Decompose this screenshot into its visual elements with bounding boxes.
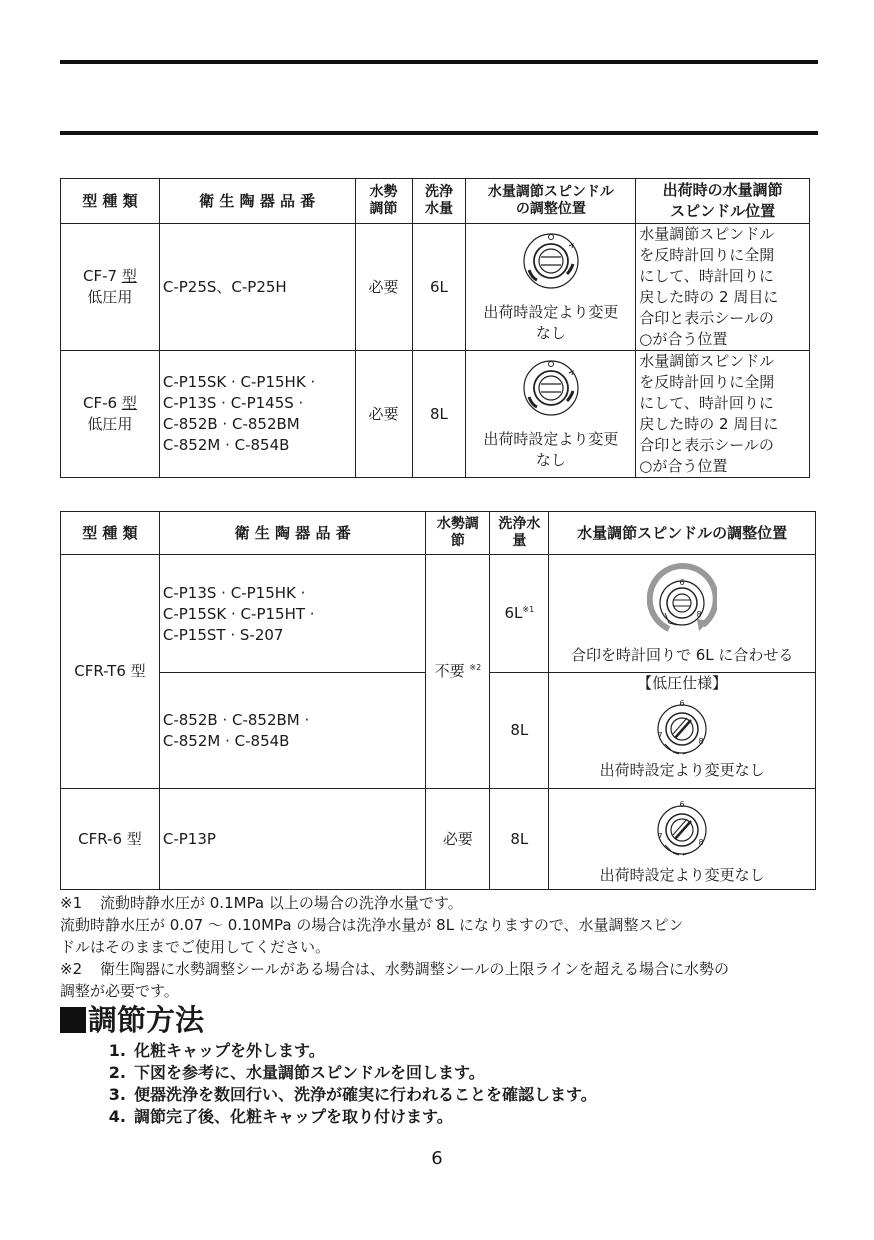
dial-mark-7: 7 — [657, 731, 663, 740]
table-row — [61, 789, 816, 890]
square-bullet-icon — [60, 1007, 86, 1033]
type-subtitle: 低圧用 — [87, 288, 133, 306]
spindle-cell — [549, 673, 816, 789]
footnote-text: 調整が必要です。 — [60, 982, 179, 1000]
dial-mark-8: 8 — [698, 737, 704, 746]
flow-adjust-cell: 必要 — [426, 789, 490, 890]
cfr-spec-table — [60, 511, 816, 890]
spindle-caption: 出荷時設定より変更なし — [599, 866, 765, 884]
top-rule — [60, 60, 818, 64]
table-row — [61, 224, 810, 351]
list-item — [96, 1040, 597, 1062]
section-title: 調節方法 — [88, 1003, 205, 1037]
step-text: 調節完了後、化粧キャップを取り付けます。 — [134, 1107, 453, 1126]
dial-mark-6: 6 — [679, 578, 685, 587]
header-flow-adjust: 水勢調 節 — [426, 512, 490, 555]
footnote-mark: ※1 — [60, 894, 83, 912]
header-type: 型 種 類 — [61, 512, 160, 555]
header-part-number: 衛 生 陶 器 品 番 — [159, 179, 355, 224]
list-item — [96, 1062, 597, 1084]
step-number: 1. — [108, 1041, 126, 1060]
spindle-caption: 出荷時設定より変更なし — [599, 761, 765, 779]
step-number: 2. — [108, 1063, 126, 1082]
flush-volume-cell: 8L — [490, 673, 549, 789]
spindle-caption: 出荷時設定より変更 なし — [483, 303, 619, 342]
step-number: 4. — [108, 1107, 126, 1126]
table-header-row — [61, 179, 810, 224]
footnote-text: 流動時静水圧が 0.07 ～ 0.10MPa の場合は洗浄水量が 8L になりますので、水量調整スピン — [60, 916, 684, 934]
spindle-cell — [466, 224, 636, 351]
header-factory-position: 出荷時の水量調節 スピンドル位置 — [636, 179, 810, 224]
part-number-cell: C-P13P — [159, 789, 426, 890]
flush-volume-cell — [490, 555, 549, 673]
flush-volume-cell: 6L — [412, 224, 466, 351]
footnotes — [60, 892, 820, 1002]
header-flow-adjust: 水勢 調節 — [355, 179, 412, 224]
type-name: CF-6 — [83, 394, 122, 412]
spindle-cell — [466, 351, 636, 478]
footnote-text: 流動時静水圧が 0.1MPa 以上の場合の洗浄水量です。 — [100, 894, 463, 912]
spindle-caption: 出荷時設定より変更 なし — [483, 430, 619, 469]
part-number-cell: C-P15SK · C-P15HK · C-P13S · C-P145S · C-852B · C-852BM C-852M · C-854B — [159, 351, 355, 478]
dial-mark-8: 8 — [698, 838, 704, 847]
footnote-ref: ※2 — [469, 663, 482, 672]
list-item — [96, 1106, 597, 1128]
header-flush-volume: 洗浄水 量 — [490, 512, 549, 555]
table-row — [61, 351, 810, 478]
spindle-caption: 合印を時計回りで 6L に合わせる — [570, 646, 794, 664]
flow-adjust-cell: 必要 — [355, 224, 412, 351]
spindle-cell — [549, 789, 816, 890]
header-rule — [60, 131, 818, 135]
steps-list — [96, 1040, 597, 1128]
table-row — [61, 555, 816, 673]
list-item — [96, 1084, 597, 1106]
header-type: 型 種 類 — [61, 179, 160, 224]
step-text: 化粧キャップを外します。 — [134, 1041, 325, 1060]
flush-volume-cell: 8L — [412, 351, 466, 478]
dial-mark-8: 8 — [696, 610, 702, 619]
dial-mark-6: 6 — [679, 800, 685, 809]
step-text: 下図を参考に、水量調節スピンドルを回します。 — [134, 1063, 485, 1082]
spindle-dial-arrow-icon — [647, 557, 717, 645]
spindle-dial-icon — [651, 795, 713, 865]
flow-adjust-value: 不要 — [434, 662, 465, 680]
type-name-suffix: 型 — [121, 394, 137, 412]
spindle-cell — [549, 555, 816, 673]
type-name: CF-7 — [83, 267, 122, 285]
footnote-mark: ※2 — [60, 960, 83, 978]
type-name-suffix: 型 — [121, 267, 137, 285]
dial-mark-6: 6 — [679, 699, 685, 708]
page-number: 6 — [431, 1148, 443, 1169]
dial-mark-7: 7 — [657, 832, 663, 841]
spec-label: 【低圧仕様】 — [637, 674, 728, 692]
part-number-cell: C-P13S · C-P15HK · C-P15SK · C-P15HT · C-P15ST · S-207 — [159, 555, 426, 673]
flush-volume-cell: 8L — [490, 789, 549, 890]
flow-adjust-cell: 必要 — [355, 351, 412, 478]
footnote-2 — [60, 958, 820, 980]
cf-spec-table — [60, 178, 810, 478]
spindle-dial-icon — [521, 224, 581, 298]
spindle-dial-icon — [651, 694, 713, 760]
type-cell: CFR-T6 型 — [61, 555, 160, 789]
step-text: 便器洗浄を数回行い、洗浄が確実に行われることを確認します。 — [134, 1085, 597, 1104]
spindle-dial-icon — [521, 351, 581, 425]
part-number-cell: C-852B · C-852BM · C-852M · C-854B — [159, 673, 426, 789]
table-header-row — [61, 512, 816, 555]
footnote-text: ドルはそのままでご使用してください。 — [60, 938, 331, 956]
type-subtitle: 低圧用 — [87, 415, 133, 433]
header-part-number: 衛 生 陶 器 品 番 — [159, 512, 426, 555]
flush-volume-value: 6L — [504, 604, 523, 622]
factory-position-cell: 水量調節スピンドル を反時計回りに全開 にして、時計回りに 戻した時の 2 周目に 合印と表示シールの ○が合う位置 — [636, 224, 810, 351]
section-heading — [60, 1001, 204, 1039]
type-cell — [61, 224, 160, 351]
step-number: 3. — [108, 1085, 126, 1104]
part-number-cell: C-P25S、C-P25H — [159, 224, 355, 351]
flow-adjust-cell — [426, 555, 490, 789]
footnote-1 — [60, 892, 820, 914]
header-spindle-position: 水量調節スピンドル の調整位置 — [466, 179, 636, 224]
header-spindle-position: 水量調節スピンドルの調整位置 — [549, 512, 816, 555]
footnote-ref: ※1 — [522, 605, 535, 614]
header-flush-volume: 洗浄 水量 — [412, 179, 466, 224]
type-cell — [61, 351, 160, 478]
factory-position-cell: 水量調節スピンドル を反時計回りに全開 にして、時計回りに 戻した時の 2 周目に 合印と表示シールの ○が合う位置 — [636, 351, 810, 478]
footnote-text: 衛生陶器に水勢調整シールがある場合は、水勢調整シールの上限ラインを超える場合に水勢の — [100, 960, 729, 978]
type-cell: CFR-6 型 — [61, 789, 160, 890]
